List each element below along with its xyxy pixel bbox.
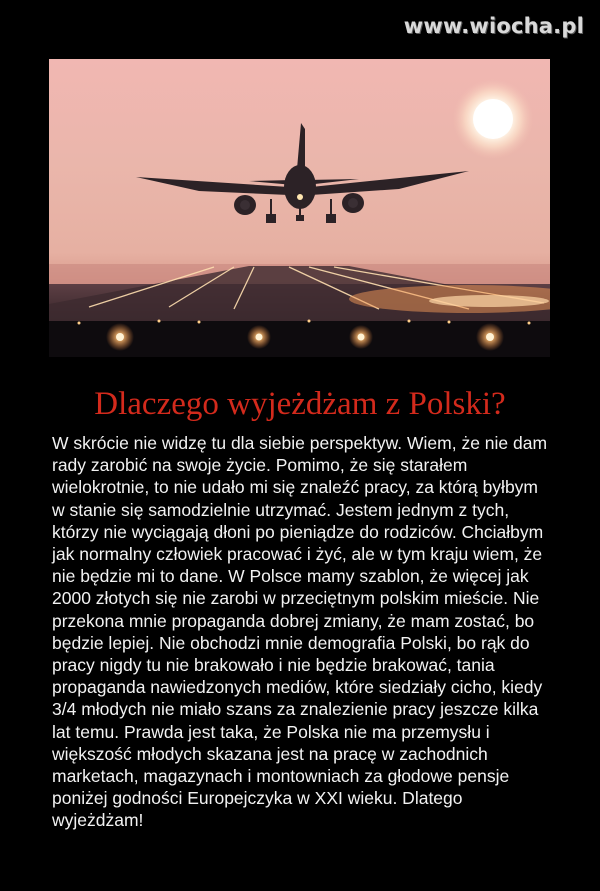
page-title: Dlaczego wyjeżdżam z Polski?: [94, 386, 506, 422]
site-watermark: www.wiocha.pl: [403, 14, 584, 38]
body-paragraph: W skrócie nie widzę tu dla siebie perspektyw. Wiem, że nie dam rady zarobić na swoje życie. Pomimo, że się starałem wielokrotnie, to nie udało mi się znaleźć pracy, za którą byłbym w stanie się samodzielnie utrzymać. Jestem jednym z tych, którzy nie wyciągają dłoni po pieniądze do rodziców. Chciałbym jak normalny człowiek pracować i żyć, ale w tym kraju wiem, że nie będzie mi to dane. W Polsce mamy szablon, że więcej jak 2000 złotych się nie zarobi w przeciętnym polskim mieście. Nie przekona mnie propaganda dobrej zmiany, że mam zostać, bo będzie lepiej. Nie obchodzi mnie demografia Polski, bo rąk do pracy nigdy tu nie brakowało i nie będzie brakować, tania propaganda nawiedzonych mediów, które siedziały cicho, kiedy 3/4 młodych nie miało szans za znalezienie pracy jeszcze kilka lat temu. Prawda jest taka, że Polska nie ma przemysłu i większość młodych skazana jest na pracę w zachodnich marketach, magazynach i montowniach za głodowe pensje poniżej godności Europejczyka w XXI wieku. Dlatego wyjeżdżam!: [52, 433, 548, 831]
airplane-landing-photo: [49, 59, 550, 357]
